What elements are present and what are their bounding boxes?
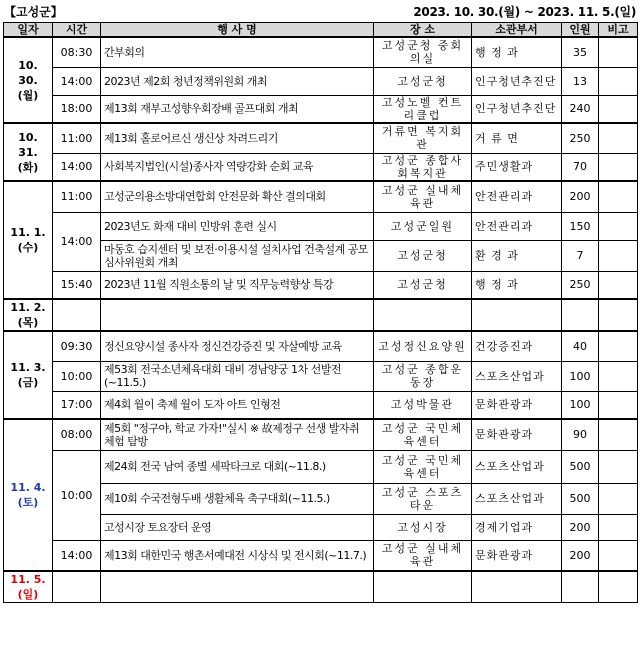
dept-cell: 경제기업과: [472, 514, 562, 540]
place-cell: 고성군 종합운동장: [374, 361, 472, 391]
weekday-label: (목): [17, 316, 39, 329]
event-cell: 2023년 제2회 청년정책위원회 개최: [101, 67, 374, 95]
count-cell: 35: [562, 37, 599, 67]
date-label: 11. 1.: [10, 226, 46, 239]
event-cell: 간부회의: [101, 37, 374, 67]
date-cell: [4, 181, 53, 299]
table-row: [4, 37, 638, 67]
time-cell: 14:00: [53, 212, 101, 271]
time-cell: 15:40: [53, 271, 101, 299]
time-cell: 09:30: [53, 331, 101, 361]
note-cell: [599, 299, 638, 331]
dept-cell: 스포츠산업과: [472, 450, 562, 483]
date-label: 10. 31.: [18, 130, 38, 159]
count-cell: 500: [562, 483, 599, 514]
table-row: [4, 123, 638, 153]
weekday-label: (수): [17, 241, 39, 254]
dept-cell: 행 정 과: [472, 37, 562, 67]
time-cell: 17:00: [53, 391, 101, 419]
count-cell: 40: [562, 331, 599, 361]
date-label: 11. 3.: [10, 361, 46, 374]
note-cell: [599, 95, 638, 123]
region-title: 【고성군】: [4, 5, 63, 19]
note-cell: [599, 67, 638, 95]
dept-cell: 문화관광과: [472, 419, 562, 450]
dept-cell: 거 류 면: [472, 123, 562, 153]
table-row: [4, 571, 638, 603]
time-cell: 08:30: [53, 37, 101, 67]
dept-cell: [472, 299, 562, 331]
table-row: [4, 540, 638, 571]
table-row: [4, 181, 638, 212]
note-cell: [599, 212, 638, 240]
event-cell: [101, 299, 374, 331]
place-cell: 고성군 스포츠타운: [374, 483, 472, 514]
count-cell: 90: [562, 419, 599, 450]
event-cell: 고성군의용소방대연합회 안전문화 확산 결의대회: [101, 181, 374, 212]
date-cell: [4, 331, 53, 419]
table-row: [4, 271, 638, 299]
column-header-place: 장 소: [374, 23, 472, 38]
dept-cell: [472, 571, 562, 603]
column-header-count: 인원: [562, 23, 599, 38]
date-label: 11. 5.: [10, 573, 46, 586]
time-cell: 11:00: [53, 123, 101, 153]
column-header-time: 시간: [53, 23, 101, 38]
dept-cell: 스포츠산업과: [472, 361, 562, 391]
note-cell: [599, 361, 638, 391]
weekday-label: (토): [17, 496, 39, 509]
event-cell: 고성시장 토요장터 운영: [101, 514, 374, 540]
date-cell: [4, 37, 53, 123]
table-row: [4, 361, 638, 391]
place-cell: 고성군청 중회의실: [374, 37, 472, 67]
count-cell: 150: [562, 212, 599, 240]
note-cell: [599, 153, 638, 181]
event-cell: 제5회 "정구야, 학교 가자!"실시 ※ 故제정구 선생 발자취 체험 탐방: [101, 419, 374, 450]
date-cell: [4, 299, 53, 331]
note-cell: [599, 540, 638, 571]
event-cell: 제53회 전국소년체육대회 대비 경남양궁 1차 선발전(~11.5.): [101, 361, 374, 391]
time-cell: [53, 299, 101, 331]
dept-cell: 안전관리과: [472, 212, 562, 240]
note-cell: [599, 181, 638, 212]
table-row: [4, 391, 638, 419]
dept-cell: 문화관광과: [472, 540, 562, 571]
note-cell: [599, 391, 638, 419]
date-label: 10. 30.: [18, 58, 38, 87]
table-row: [4, 153, 638, 181]
count-cell: 250: [562, 123, 599, 153]
event-cell: 사회복지법인(시설)종사자 역량강화 순회 교육: [101, 153, 374, 181]
event-cell: 제13회 홀로어르신 생신상 차려드리기: [101, 123, 374, 153]
note-cell: [599, 271, 638, 299]
schedule-header: [4, 3, 636, 21]
count-cell: [562, 299, 599, 331]
column-header-dept: 소관부서: [472, 23, 562, 38]
count-cell: 100: [562, 361, 599, 391]
time-cell: [53, 571, 101, 603]
event-cell: [101, 571, 374, 603]
count-cell: 200: [562, 540, 599, 571]
note-cell: [599, 483, 638, 514]
dept-cell: 인구청년추진단: [472, 67, 562, 95]
note-cell: [599, 419, 638, 450]
dept-cell: 환 경 과: [472, 240, 562, 271]
column-header-date: 일자: [4, 23, 53, 38]
column-header-event: 행 사 명: [101, 23, 374, 38]
event-schedule-table: [3, 22, 638, 603]
note-cell: [599, 123, 638, 153]
place-cell: 고성군청: [374, 240, 472, 271]
place-cell: 고성군 종합사회복지관: [374, 153, 472, 181]
place-cell: 고성정신요양원: [374, 331, 472, 361]
table-row: [4, 67, 638, 95]
date-label: 11. 2.: [10, 301, 46, 314]
dept-cell: 인구청년추진단: [472, 95, 562, 123]
note-cell: [599, 571, 638, 603]
place-cell: 고성군 실내체육관: [374, 181, 472, 212]
date-cell: [4, 123, 53, 181]
time-cell: 08:00: [53, 419, 101, 450]
time-cell: 14:00: [53, 153, 101, 181]
count-cell: 70: [562, 153, 599, 181]
header-row: [4, 23, 638, 38]
event-cell: 제24회 전국 남여 종별 세팍타크로 대회(~11.8.): [101, 450, 374, 483]
dept-cell: 스포츠산업과: [472, 483, 562, 514]
event-cell: 마동호 습지센터 및 보전·이용시설 설치사업 건축설계 공모 심사위원회 개최: [101, 240, 374, 271]
event-cell: 제10회 수국전형두배 생활체육 축구대회(~11.5.): [101, 483, 374, 514]
place-cell: 고성군 국민체육센터: [374, 450, 472, 483]
event-cell: 2023년 11월 직원소통의 날 및 직무능력향상 특강: [101, 271, 374, 299]
note-cell: [599, 331, 638, 361]
weekday-label: (화): [17, 160, 39, 174]
place-cell: [374, 299, 472, 331]
dept-cell: 건강증진과: [472, 331, 562, 361]
place-cell: 고성군일원: [374, 212, 472, 240]
place-cell: 고성군 실내체육관: [374, 540, 472, 571]
place-cell: 거류면 복지회관: [374, 123, 472, 153]
event-cell: 2023년도 화재 대비 민방위 훈련 실시: [101, 212, 374, 240]
table-row: [4, 212, 638, 240]
date-cell: [4, 571, 53, 603]
place-cell: 고성노벨 컨트리클럽: [374, 95, 472, 123]
weekday-label: (일): [17, 588, 39, 601]
place-cell: 고성군청: [374, 271, 472, 299]
dept-cell: 문화관광과: [472, 391, 562, 419]
table-row: [4, 95, 638, 123]
table-row: [4, 299, 638, 331]
count-cell: 100: [562, 391, 599, 419]
event-cell: 정신요양시설 종사자 정신건강증진 및 자살예방 교육: [101, 331, 374, 361]
count-cell: [562, 571, 599, 603]
time-cell: 10:00: [53, 450, 101, 540]
table-row: [4, 419, 638, 450]
note-cell: [599, 37, 638, 67]
time-cell: 18:00: [53, 95, 101, 123]
dept-cell: 주민생활과: [472, 153, 562, 181]
event-cell: 제13회 재부고성향우회장배 골프대회 개최: [101, 95, 374, 123]
count-cell: 7: [562, 240, 599, 271]
place-cell: 고성군청: [374, 67, 472, 95]
time-cell: 14:00: [53, 67, 101, 95]
time-cell: 14:00: [53, 540, 101, 571]
place-cell: 고성시장: [374, 514, 472, 540]
place-cell: 고성군 국민체육센터: [374, 419, 472, 450]
column-header-note: 비고: [599, 23, 638, 38]
weekday-label: (금): [17, 376, 39, 389]
count-cell: 240: [562, 95, 599, 123]
dept-cell: 안전관리과: [472, 181, 562, 212]
place-cell: 고성박물관: [374, 391, 472, 419]
schedule-body: [4, 37, 638, 603]
table-row: [4, 331, 638, 361]
date-label: 11. 4.: [10, 481, 46, 494]
time-cell: 10:00: [53, 361, 101, 391]
dept-cell: 행 정 과: [472, 271, 562, 299]
note-cell: [599, 450, 638, 483]
event-cell: 제4회 월이 축제 월이 도자 아트 인형전: [101, 391, 374, 419]
count-cell: 200: [562, 514, 599, 540]
count-cell: 500: [562, 450, 599, 483]
note-cell: [599, 240, 638, 271]
table-row: [4, 450, 638, 483]
event-cell: 제13회 대한민국 행촌서예대전 시상식 및 전시회(~11.7.): [101, 540, 374, 571]
count-cell: 250: [562, 271, 599, 299]
count-cell: 200: [562, 181, 599, 212]
time-cell: 11:00: [53, 181, 101, 212]
note-cell: [599, 514, 638, 540]
place-cell: [374, 571, 472, 603]
date-cell: [4, 419, 53, 571]
count-cell: 13: [562, 67, 599, 95]
period-range: 2023. 10. 30.(월) ~ 2023. 11. 5.(일): [413, 5, 636, 19]
weekday-label: (월): [17, 88, 39, 102]
